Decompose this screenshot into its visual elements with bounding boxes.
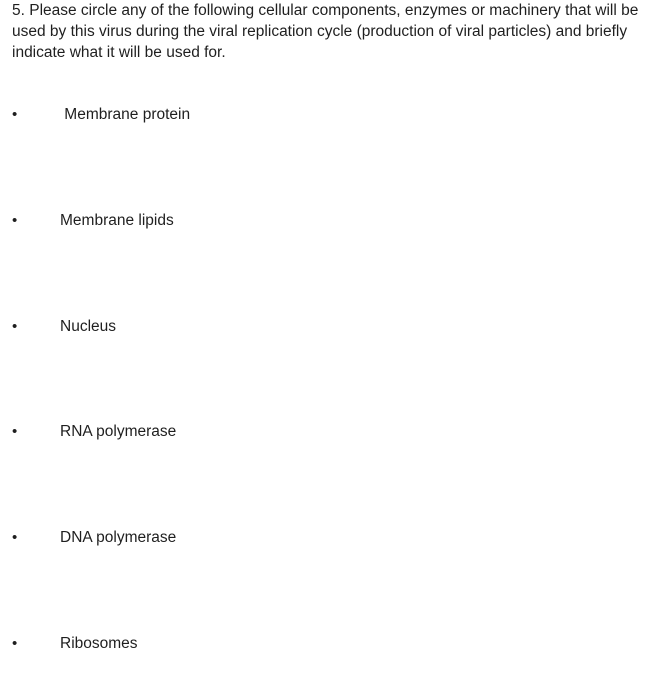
item-label: Membrane protein	[60, 106, 191, 123]
item-label: Nucleus	[60, 318, 116, 335]
bullet-icon: •	[12, 635, 18, 652]
item-label: DNA polymerase	[60, 529, 177, 546]
list-item-nucleus	[0, 316, 400, 338]
bullet-icon: •	[12, 212, 18, 229]
item-label: Membrane lipids	[60, 212, 174, 229]
bullet-icon: •	[12, 423, 18, 440]
bullet-icon: •	[12, 318, 18, 335]
bullet-icon: •	[12, 106, 18, 123]
list-item-ribosomes	[0, 633, 400, 655]
list-item-membrane-protein	[0, 104, 400, 126]
list-item-dna-polymerase	[0, 527, 400, 549]
item-label: Ribosomes	[60, 635, 138, 652]
list-item-membrane-lipids	[0, 210, 400, 232]
list-item-rna-polymerase	[0, 421, 400, 443]
question-text: 5. Please circle any of the following cellular components, enzymes or machinery that will be used by this virus during the viral replication cycle (production of viral particles) and briefly indicate what it will be used for.	[12, 2, 639, 61]
bullet-icon: •	[12, 529, 18, 546]
item-label: RNA polymerase	[60, 423, 177, 440]
